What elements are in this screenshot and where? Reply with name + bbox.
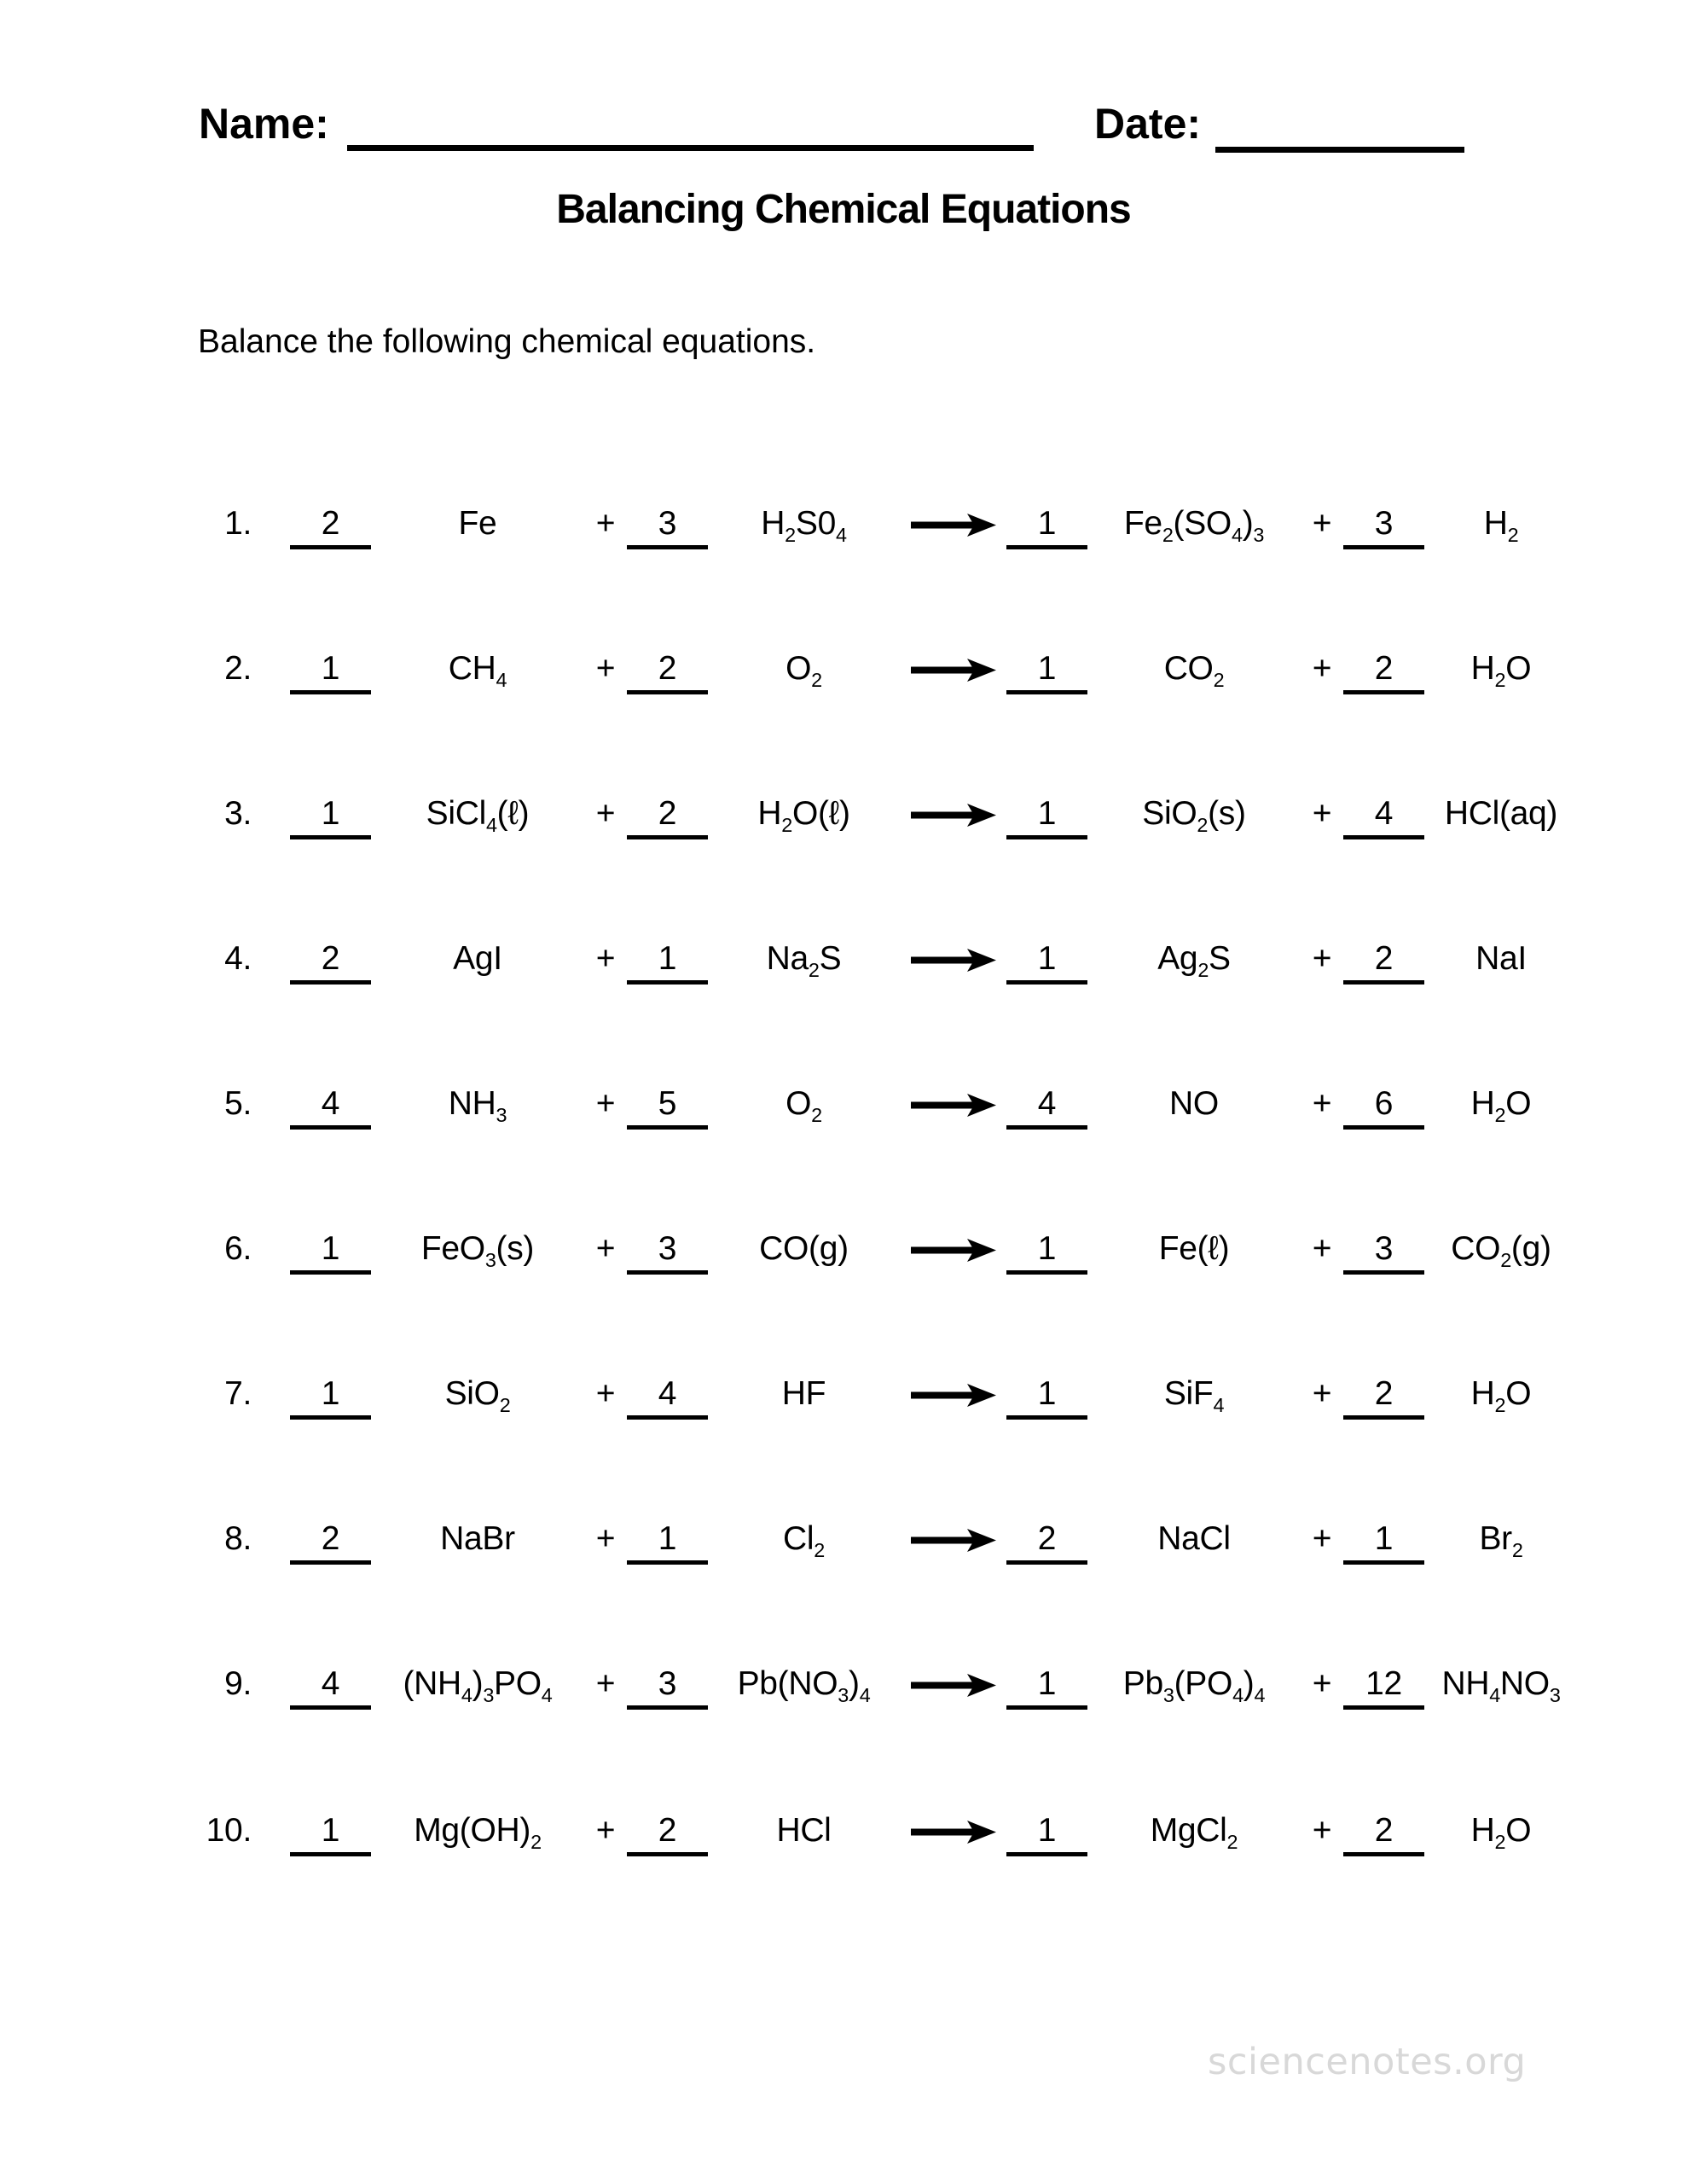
equation-row	[196, 1085, 1612, 1130]
product-1-formula: Fe(ℓ)	[1158, 1230, 1230, 1267]
coefficient-value: 2	[658, 795, 677, 832]
coefficient-blank[interactable]	[1343, 1665, 1424, 1710]
equation-row	[196, 1520, 1612, 1565]
coefficient-value: 5	[658, 1085, 677, 1122]
reactant-2-formula: $Pb(NO_3)_4$	[737, 1665, 871, 1706]
coefficient-value: 2	[1374, 1812, 1394, 1849]
plus-sign: +	[1312, 1520, 1332, 1557]
coefficient-value: 2	[321, 505, 340, 542]
yields-arrow-icon	[900, 1375, 1006, 1414]
equation-number: 9.	[224, 1665, 252, 1702]
plus-sign: +	[595, 650, 616, 687]
coefficient-blank[interactable]	[1343, 1520, 1424, 1565]
yields-arrow-icon	[900, 1085, 1006, 1124]
coefficient-value: 1	[658, 1520, 677, 1557]
coefficient-value: 2	[658, 650, 677, 687]
coefficient-blank[interactable]	[1343, 940, 1424, 985]
coefficient-value: 3	[1374, 505, 1394, 542]
coefficient-blank[interactable]	[1006, 795, 1087, 839]
product-1-formula: $Pb_3(PO_4)_4$	[1122, 1665, 1266, 1706]
coefficient-blank[interactable]	[627, 1665, 708, 1710]
reactant-1-formula: $CH_4$	[448, 650, 507, 691]
coefficient-value: 3	[1374, 1230, 1394, 1267]
reactant-2-formula: $H_2S0_4$	[761, 505, 847, 546]
product-2-formula: $CO_2(g)$	[1451, 1230, 1551, 1271]
coefficient-blank[interactable]	[290, 795, 371, 839]
instruction-text: Balance the following chemical equations.	[198, 323, 816, 360]
coefficient-blank[interactable]	[1343, 505, 1424, 549]
equation-number: 2.	[224, 650, 252, 687]
coefficient-blank[interactable]	[627, 940, 708, 985]
reactant-2-formula: $Cl_2$	[783, 1520, 825, 1561]
coefficient-blank[interactable]	[1343, 1812, 1424, 1856]
coefficient-blank[interactable]	[1006, 1230, 1087, 1275]
plus-sign: +	[1312, 940, 1332, 977]
equation-number: 5.	[224, 1085, 252, 1122]
reactant-1-formula: FeO$_3$(s)	[420, 1230, 535, 1271]
equation-row	[196, 505, 1612, 549]
coefficient-value: 4	[1037, 1085, 1057, 1122]
coefficient-value: 3	[658, 505, 677, 542]
plus-sign: +	[1312, 1085, 1332, 1122]
reactant-2-formula: HF	[781, 1375, 826, 1412]
reactant-1-formula: AgI	[453, 940, 502, 977]
coefficient-blank[interactable]	[627, 650, 708, 694]
product-2-formula: $H_2O$	[1470, 650, 1532, 691]
plus-sign: +	[595, 1230, 616, 1267]
coefficient-blank[interactable]	[1006, 650, 1087, 694]
yields-arrow-icon	[900, 795, 1006, 834]
coefficient-value: 6	[1374, 1085, 1394, 1122]
coefficient-value: 2	[1037, 1520, 1057, 1557]
product-1-formula: SiF$_4$	[1163, 1375, 1225, 1416]
product-1-formula: NO	[1169, 1085, 1219, 1122]
coefficient-blank[interactable]	[290, 940, 371, 985]
coefficient-value: 2	[1374, 1375, 1394, 1412]
equation-row	[196, 1665, 1612, 1710]
coefficient-blank[interactable]	[290, 1375, 371, 1420]
product-2-formula: $Br_2$	[1479, 1520, 1523, 1561]
coefficient-blank[interactable]	[290, 505, 371, 549]
equation-number: 3.	[224, 795, 252, 832]
plus-sign: +	[1312, 1230, 1332, 1267]
product-2-formula: HCl(aq)	[1444, 795, 1558, 832]
equation-number: 10.	[206, 1812, 252, 1849]
coefficient-value: 1	[321, 1812, 340, 1849]
date-label: Date:	[1094, 100, 1202, 148]
product-2-formula: $H_2O$	[1470, 1085, 1532, 1126]
coefficient-blank[interactable]	[290, 1085, 371, 1130]
yields-arrow-icon	[900, 1665, 1006, 1704]
equation-row	[196, 1230, 1612, 1275]
plus-sign: +	[1312, 650, 1332, 687]
coefficient-value: 1	[1037, 505, 1057, 542]
reactant-1-formula: SiCl$_4$(ℓ)	[426, 795, 530, 836]
coefficient-blank[interactable]	[1006, 1812, 1087, 1856]
name-label: Name:	[199, 100, 329, 148]
yields-arrow-icon	[900, 505, 1006, 543]
plus-sign: +	[595, 1520, 616, 1557]
plus-sign: +	[595, 795, 616, 832]
coefficient-blank[interactable]	[1343, 650, 1424, 694]
coefficient-blank[interactable]	[290, 650, 371, 694]
coefficient-value: 12	[1365, 1665, 1402, 1702]
reactant-1-formula: NaBr	[440, 1520, 515, 1557]
coefficient-blank[interactable]	[1343, 795, 1424, 839]
coefficient-value: 2	[321, 940, 340, 977]
plus-sign: +	[1312, 795, 1332, 832]
reactant-1-formula: $Mg(OH)_2$	[414, 1812, 542, 1853]
equation-number: 1.	[224, 505, 252, 542]
coefficient-value: 4	[658, 1375, 677, 1412]
coefficient-blank[interactable]	[627, 1812, 708, 1856]
equation-number: 7.	[224, 1375, 252, 1412]
product-2-formula: NaI	[1475, 940, 1527, 977]
coefficient-value: 1	[1037, 1375, 1057, 1412]
coefficient-value: 1	[321, 1230, 340, 1267]
product-1-formula: $Ag_2S$	[1157, 940, 1231, 981]
equation-number: 4.	[224, 940, 252, 977]
yields-arrow-icon	[900, 1812, 1006, 1850]
coefficient-value: 4	[321, 1665, 340, 1702]
coefficient-value: 3	[658, 1665, 677, 1702]
equation-row	[196, 650, 1612, 694]
equation-row	[196, 1375, 1612, 1420]
coefficient-value: 2	[321, 1520, 340, 1557]
reactant-2-formula: HCl	[776, 1812, 832, 1849]
product-1-formula: MgCl$_2$	[1150, 1812, 1238, 1853]
product-1-formula: $Fe_2(SO_4)_3$	[1123, 505, 1265, 546]
coefficient-blank[interactable]	[1006, 940, 1087, 985]
coefficient-blank[interactable]	[1343, 1230, 1424, 1275]
coefficient-value: 1	[1037, 795, 1057, 832]
coefficient-value: 2	[1374, 940, 1394, 977]
product-2-formula: $NH_4NO_3$	[1441, 1665, 1561, 1706]
plus-sign: +	[595, 1812, 616, 1849]
yields-arrow-icon	[900, 940, 1006, 979]
product-1-formula: $CO_2$	[1163, 650, 1225, 691]
coefficient-value: 1	[1037, 650, 1057, 687]
coefficient-blank[interactable]	[627, 795, 708, 839]
coefficient-value: 1	[1037, 940, 1057, 977]
coefficient-blank[interactable]	[290, 1665, 371, 1710]
product-2-formula: $H_2O$	[1470, 1812, 1532, 1853]
watermark: sciencenotes.org	[1208, 2041, 1527, 2083]
plus-sign: +	[595, 1665, 616, 1702]
reactant-1-formula: $NH_3$	[448, 1085, 507, 1126]
yields-arrow-icon	[900, 650, 1006, 688]
coefficient-blank[interactable]	[1006, 1375, 1087, 1420]
plus-sign: +	[1312, 1665, 1332, 1702]
reactant-2-formula: $H_2O(\ell)$	[757, 795, 850, 836]
coefficient-value: 4	[1374, 795, 1394, 832]
product-1-formula: NaCl	[1157, 1520, 1231, 1557]
coefficient-value: 2	[1374, 650, 1394, 687]
equation-row	[196, 940, 1612, 985]
coefficient-value: 1	[1374, 1520, 1394, 1557]
reactant-2-formula: CO(g)	[759, 1230, 849, 1267]
reactant-1-formula: SiO$_2$	[444, 1375, 511, 1416]
coefficient-value: 1	[1037, 1230, 1057, 1267]
coefficient-blank[interactable]	[627, 1085, 708, 1130]
equation-number: 6.	[224, 1230, 252, 1267]
yields-arrow-icon	[900, 1520, 1006, 1559]
coefficient-value: 1	[1037, 1812, 1057, 1849]
product-2-formula: $H_2O$	[1470, 1375, 1532, 1416]
yields-arrow-icon	[900, 1230, 1006, 1269]
equation-number: 8.	[224, 1520, 252, 1557]
coefficient-value: 1	[321, 650, 340, 687]
coefficient-blank[interactable]	[290, 1520, 371, 1565]
product-2-formula: $H_2$	[1483, 505, 1519, 546]
reactant-2-formula: $O_2$	[786, 1085, 822, 1126]
coefficient-blank[interactable]	[1006, 1665, 1087, 1710]
plus-sign: +	[595, 940, 616, 977]
coefficient-blank[interactable]	[1006, 1085, 1087, 1130]
name-line[interactable]	[347, 145, 1034, 151]
plus-sign: +	[1312, 505, 1332, 542]
coefficient-blank[interactable]	[290, 1230, 371, 1275]
date-line[interactable]	[1215, 147, 1464, 153]
coefficient-value: 4	[321, 1085, 340, 1122]
coefficient-value: 1	[321, 1375, 340, 1412]
equation-row	[196, 1812, 1612, 1856]
coefficient-blank[interactable]	[627, 505, 708, 549]
product-1-formula: SiO$_2$(s)	[1142, 795, 1246, 836]
coefficient-blank[interactable]	[290, 1812, 371, 1856]
plus-sign: +	[595, 505, 616, 542]
reactant-2-formula: $O_2$	[786, 650, 822, 691]
coefficient-value: 1	[658, 940, 677, 977]
reactant-1-formula: $(NH_4)_3PO_4$	[403, 1665, 553, 1706]
plus-sign: +	[595, 1375, 616, 1412]
page-title: Balancing Chemical Equations	[556, 187, 1131, 232]
reactant-2-formula: $Na_2S$	[766, 940, 842, 981]
coefficient-blank[interactable]	[1343, 1085, 1424, 1130]
coefficient-blank[interactable]	[1006, 1520, 1087, 1565]
coefficient-blank[interactable]	[1343, 1375, 1424, 1420]
coefficient-value: 1	[1037, 1665, 1057, 1702]
coefficient-blank[interactable]	[1006, 505, 1087, 549]
plus-sign: +	[595, 1085, 616, 1122]
coefficient-value: 1	[321, 795, 340, 832]
reactant-1-formula: Fe	[458, 505, 497, 542]
coefficient-value: 2	[658, 1812, 677, 1849]
coefficient-value: 3	[658, 1230, 677, 1267]
coefficient-blank[interactable]	[627, 1520, 708, 1565]
equation-row	[196, 795, 1612, 839]
coefficient-blank[interactable]	[627, 1230, 708, 1275]
coefficient-blank[interactable]	[627, 1375, 708, 1420]
plus-sign: +	[1312, 1812, 1332, 1849]
plus-sign: +	[1312, 1375, 1332, 1412]
